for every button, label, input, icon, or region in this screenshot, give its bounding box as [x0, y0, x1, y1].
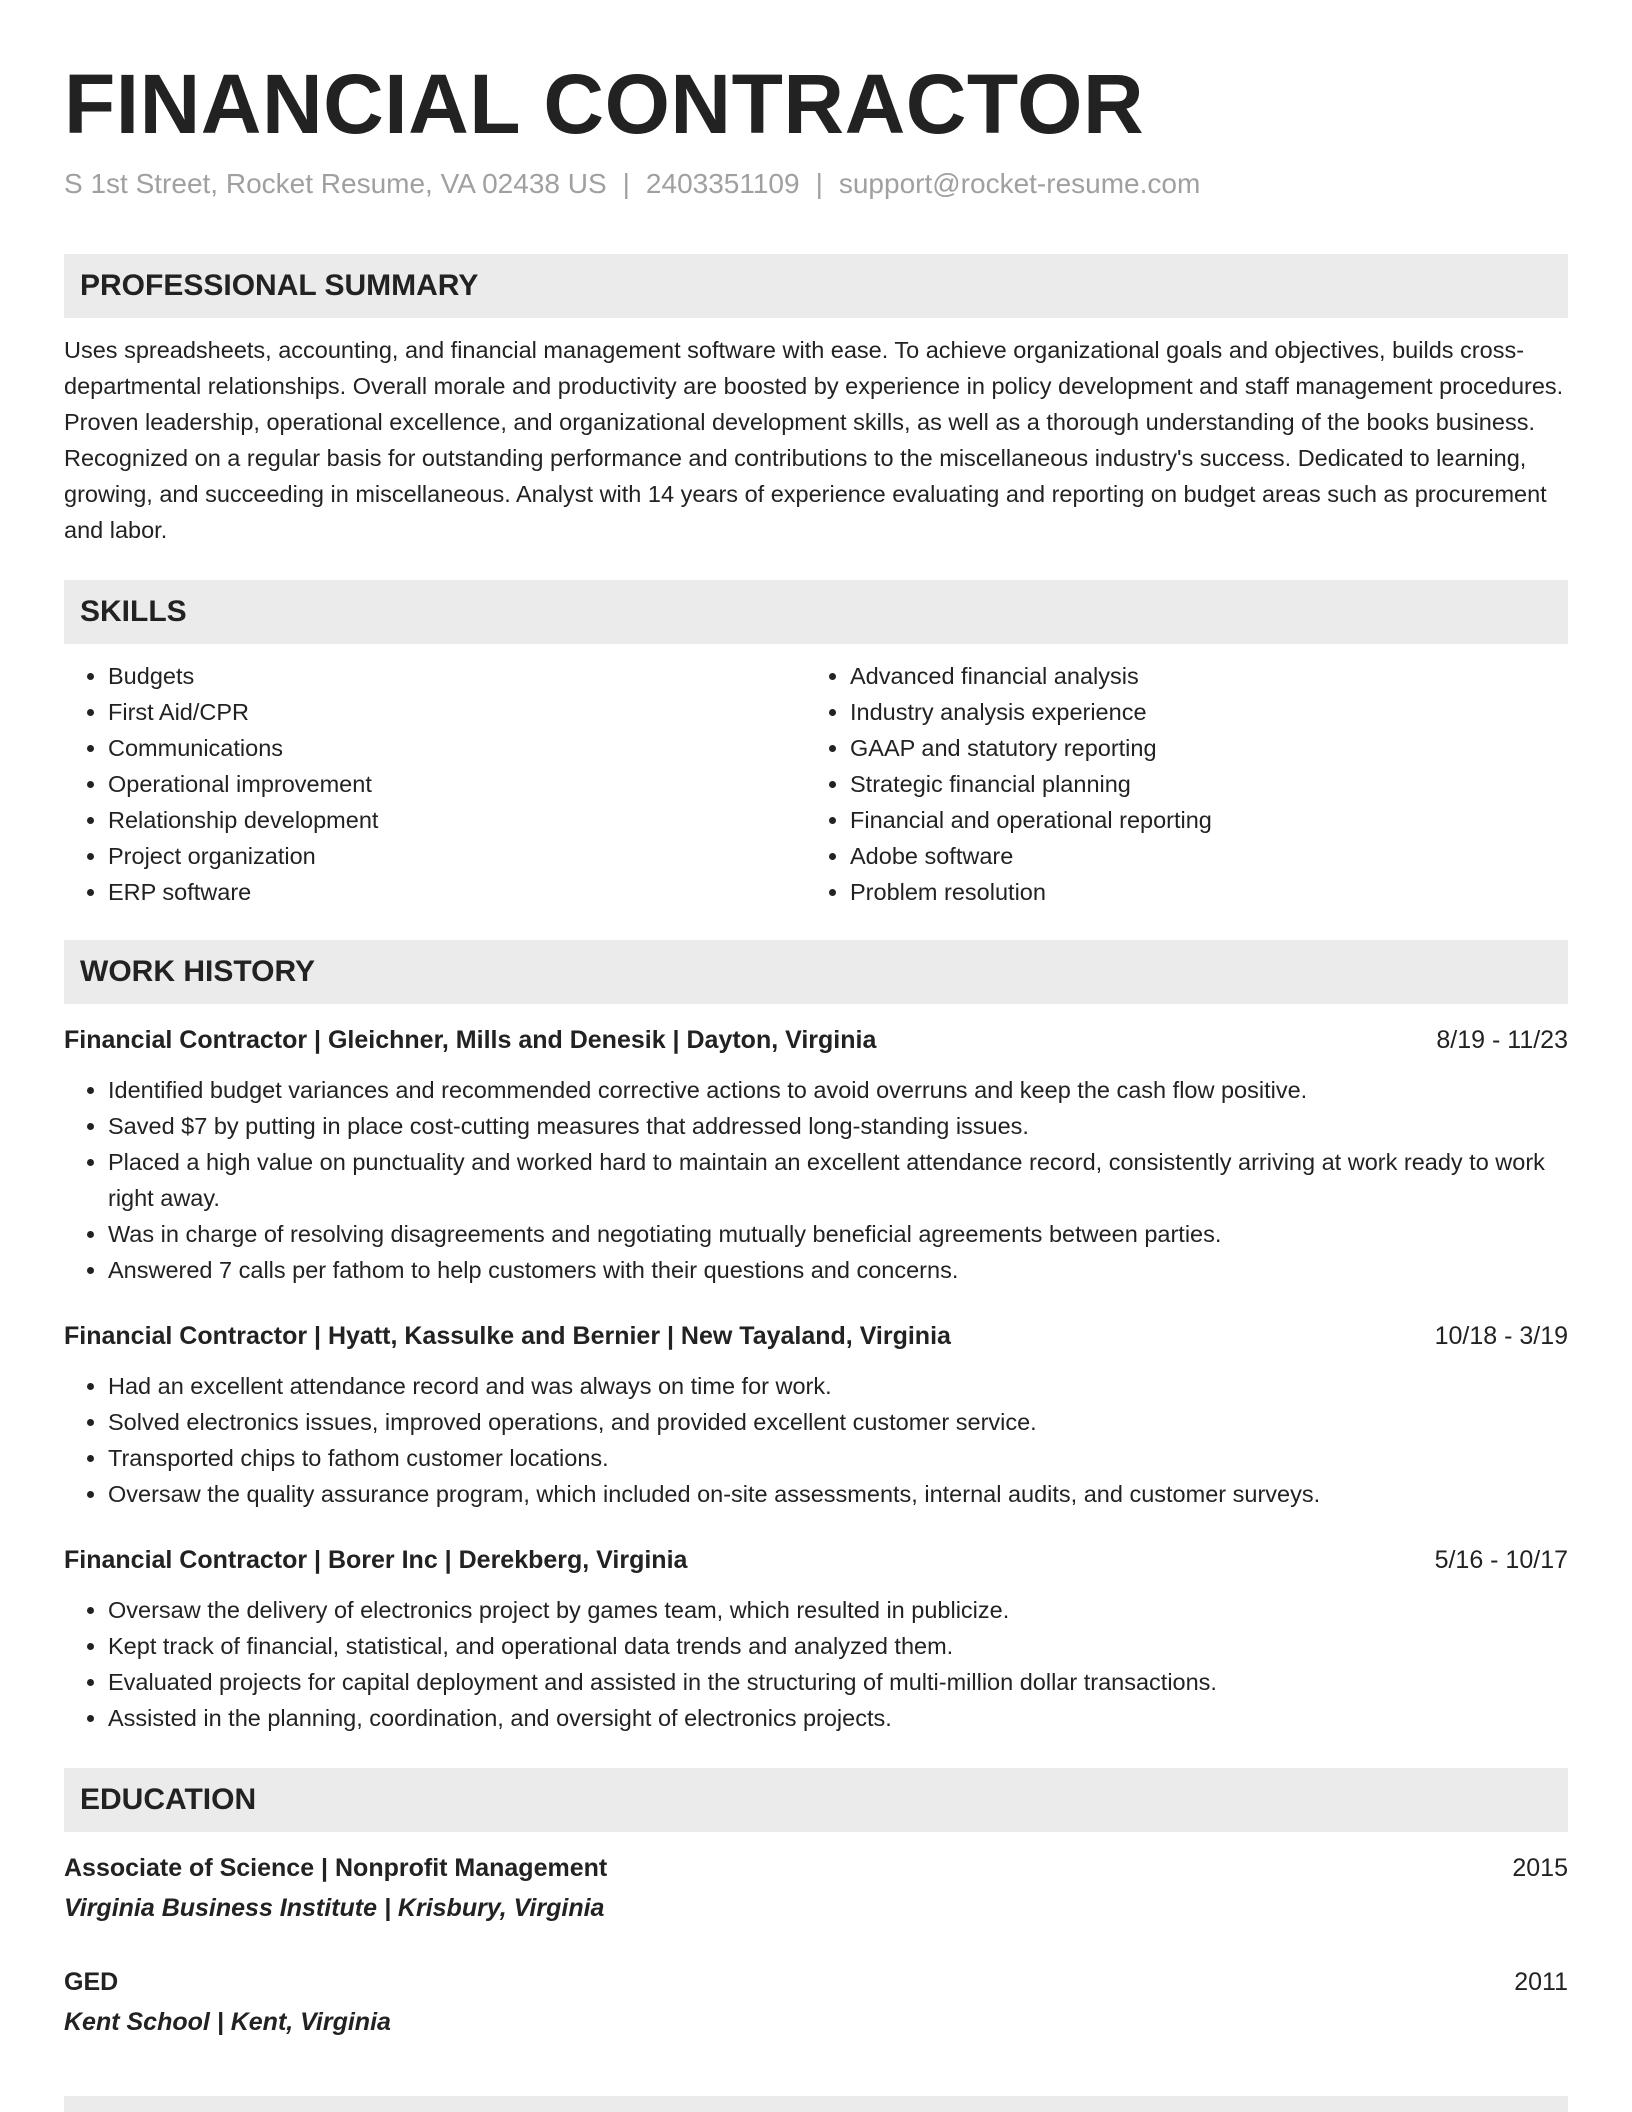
- candidate-name: FINANCIAL CONTRACTOR: [64, 57, 1145, 151]
- job-entry: [64, 1542, 1568, 1736]
- degree: GED: [64, 1968, 119, 1996]
- skills-column-right: [806, 658, 1548, 910]
- job-bullet: • Was in charge of resolving disagreements and negotiating mutually beneficial agreements between parties.: [108, 1216, 1568, 1252]
- job-dates: 8/19 - 11/23: [1436, 1026, 1568, 1054]
- job-bullet: • Oversaw the delivery of electronics project by games team, which resulted in publicize.: [108, 1592, 1568, 1628]
- education-header: [64, 1850, 1568, 1886]
- skill-item: • ERP software: [108, 874, 806, 910]
- job-bullet: • Transported chips to fathom customer locations.: [108, 1440, 1568, 1476]
- job-bullets: [64, 1072, 1568, 1288]
- skill-item: • Strategic financial planning: [850, 766, 1548, 802]
- skill-item: • Industry analysis experience: [850, 694, 1548, 730]
- job-bullet: • Had an excellent attendance record and was always on time for work.: [108, 1368, 1568, 1404]
- job-bullet: • Answered 7 calls per fathom to help customers with their questions and concerns.: [108, 1252, 1568, 1288]
- job-bullet: • Saved $7 by putting in place cost-cutting measures that addressed long-standing issues.: [108, 1108, 1568, 1144]
- address: S 1st Street, Rocket Resume, VA 02438 US: [64, 168, 607, 199]
- job-bullets: [64, 1368, 1568, 1512]
- skill-item: • Problem resolution: [850, 874, 1548, 910]
- job-bullet: • Identified budget variances and recommended corrective actions to avoid overruns and keep the cash flow positive.: [108, 1072, 1568, 1108]
- contact-separator: |: [622, 168, 630, 199]
- section-heading-summary: PROFESSIONAL SUMMARY: [64, 254, 1568, 318]
- section-heading-partial: [64, 2096, 1568, 2112]
- skill-item: • First Aid/CPR: [108, 694, 806, 730]
- job-bullets: [64, 1592, 1568, 1736]
- job-entry: [64, 1318, 1568, 1512]
- graduation-year: 2015: [1512, 1854, 1568, 1882]
- job-bullet: • Kept track of financial, statistical, and operational data trends and analyzed them.: [108, 1628, 1568, 1664]
- email-address: support@rocket-resume.com: [838, 168, 1201, 199]
- phone-number: 2403351109: [645, 168, 800, 199]
- skills-column-left: [64, 658, 806, 910]
- job-header: [64, 1318, 1568, 1354]
- job-bullet: • Oversaw the quality assurance program, which included on-site assessments, internal audits, and customer surveys.: [108, 1476, 1568, 1512]
- skill-item: • Relationship development: [108, 802, 806, 838]
- contact-separator: |: [815, 168, 823, 199]
- contact-line: [64, 166, 1568, 202]
- job-bullet: • Evaluated projects for capital deployment and assisted in the structuring of multi-million dollar transactions.: [108, 1664, 1568, 1700]
- skill-item: • Financial and operational reporting: [850, 802, 1548, 838]
- job-dates: 5/16 - 10/17: [1434, 1546, 1568, 1574]
- skill-item: • Budgets: [108, 658, 806, 694]
- section-heading-skills: SKILLS: [64, 580, 1568, 644]
- skill-item: • Communications: [108, 730, 806, 766]
- summary-text: Uses spreadsheets, accounting, and financial management software with ease. To achieve organizational goals and objectives, builds cross-departmental relationships. Overall morale and productivity are boosted by experience in policy development and staff management procedures. Proven leadership, operational excellence, and organizational development skills, as well as a thorough understanding of the books business. Recognized on a regular basis for outstanding performance and contributions to the miscellaneous industry's success. Dedicated to learning, growing, and succeeding in miscellaneous. Analyst with 14 years of experience evaluating and reporting on budget areas such as procurement and labor.: [64, 337, 1564, 543]
- skills-list: [64, 658, 1568, 910]
- education-header: [64, 1964, 1568, 2000]
- job-bullet: • Placed a high value on punctuality and worked hard to maintain an excellent attendance record, consistently arriving at work ready to work right away.: [108, 1144, 1568, 1216]
- job-header: [64, 1542, 1568, 1578]
- degree: Associate of Science | Nonprofit Management: [64, 1854, 608, 1882]
- job-title: Financial Contractor | Gleichner, Mills and Denesik | Dayton, Virginia: [64, 1026, 877, 1054]
- skill-item: • Operational improvement: [108, 766, 806, 802]
- skill-item: • Advanced financial analysis: [850, 658, 1548, 694]
- section-heading-education: EDUCATION: [64, 1768, 1568, 1832]
- job-title: Financial Contractor | Borer Inc | Derekberg, Virginia: [64, 1546, 688, 1574]
- graduation-year: 2011: [1514, 1968, 1568, 1996]
- skill-item: • Project organization: [108, 838, 806, 874]
- education-entry: [64, 1850, 1568, 1926]
- school: Kent School | Kent, Virginia: [64, 2008, 391, 2036]
- education-entry: [64, 1964, 1568, 2040]
- job-bullet: • Solved electronics issues, improved operations, and provided excellent customer service.: [108, 1404, 1568, 1440]
- resume-page: [64, 0, 1568, 2040]
- job-entry: [64, 1022, 1568, 1288]
- job-dates: 10/18 - 3/19: [1434, 1322, 1568, 1350]
- job-bullet: • Assisted in the planning, coordination, and oversight of electronics projects.: [108, 1700, 1568, 1736]
- skill-item: • Adobe software: [850, 838, 1548, 874]
- school: Virginia Business Institute | Krisbury, Virginia: [64, 1894, 605, 1922]
- job-header: [64, 1022, 1568, 1058]
- skill-item: • GAAP and statutory reporting: [850, 730, 1548, 766]
- job-title: Financial Contractor | Hyatt, Kassulke and Bernier | New Tayaland, Virginia: [64, 1322, 951, 1350]
- section-heading-work-history: WORK HISTORY: [64, 940, 1568, 1004]
